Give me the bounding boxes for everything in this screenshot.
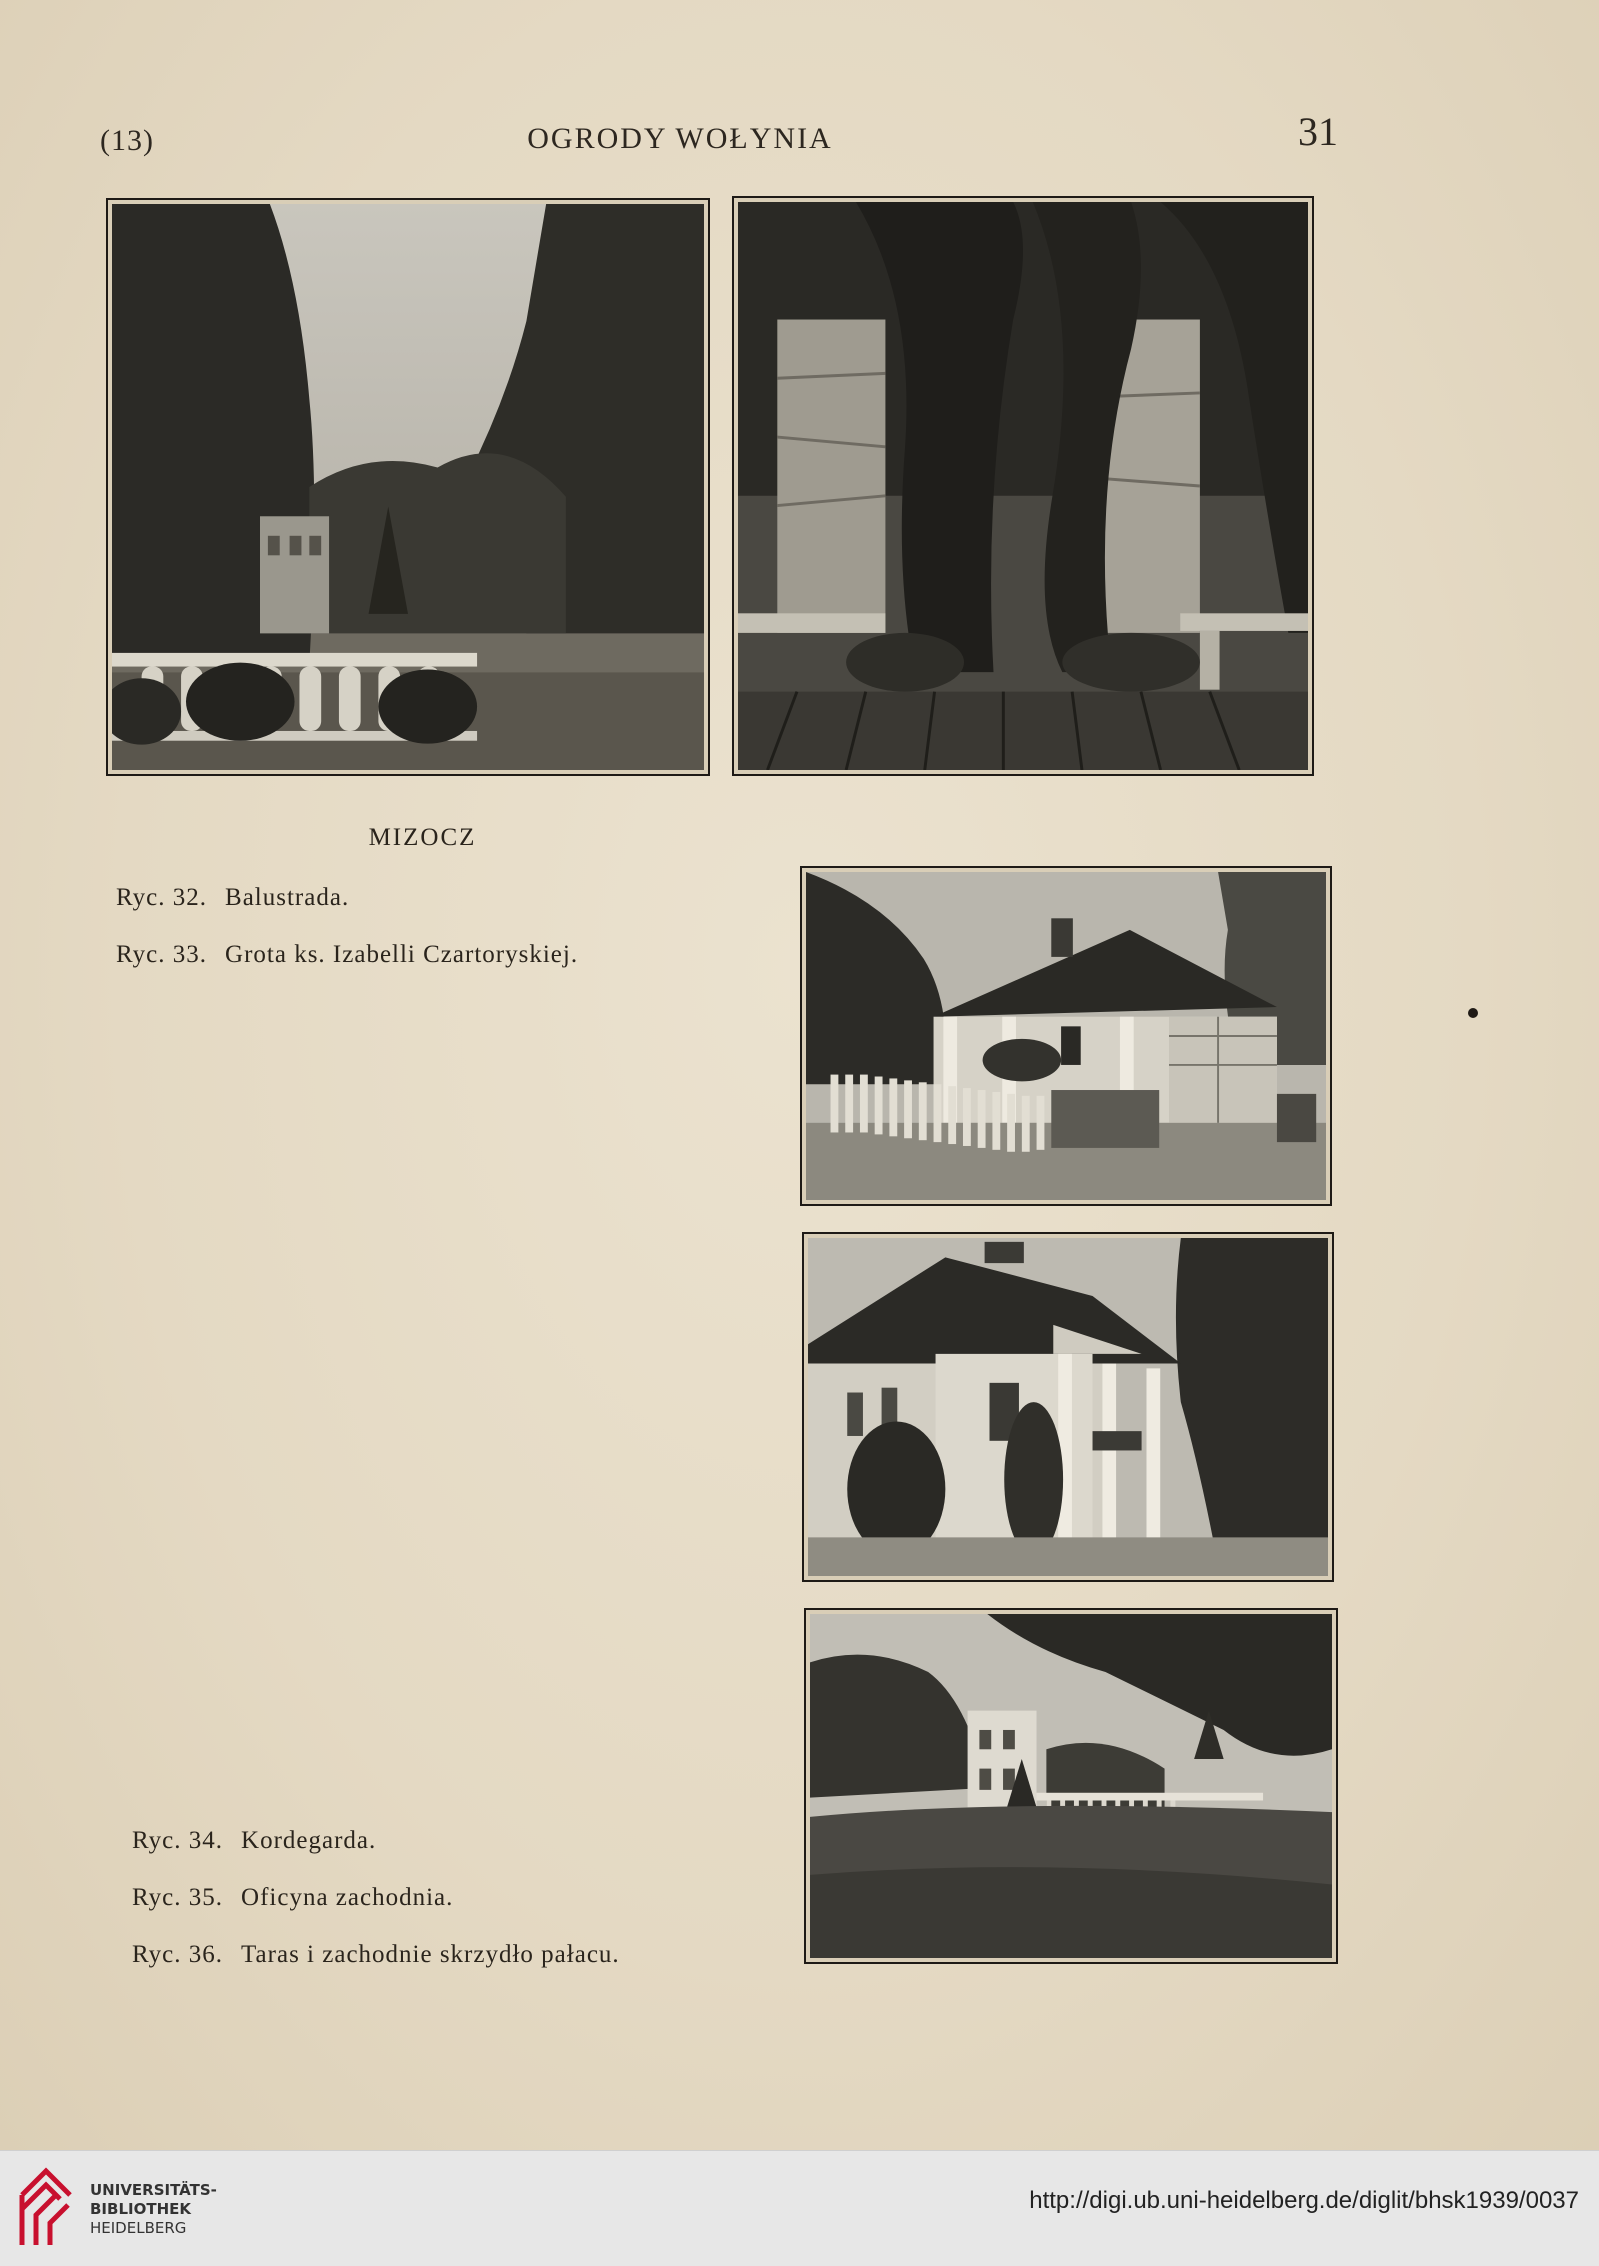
caption-fig-32 — [116, 884, 349, 912]
caption-fig-36 — [132, 1941, 620, 1969]
caption-fig-34 — [132, 1827, 376, 1855]
caption-number: Ryc. 36. — [132, 1941, 224, 1968]
ink-spot — [1468, 1008, 1478, 1018]
caption-fig-33 — [116, 941, 578, 969]
caption-number: Ryc. 35. — [132, 1884, 224, 1911]
page-number: 31 — [1298, 109, 1338, 154]
caption-number: Ryc. 34. — [132, 1827, 224, 1854]
digitization-footer — [0, 2150, 1599, 2266]
photo-kordegarda — [800, 866, 1332, 1206]
caption-text: Balustrada. — [225, 884, 350, 911]
caption-text: Grota ks. Izabelli Czartoryskiej. — [225, 941, 579, 968]
photo-balustrada — [106, 198, 710, 776]
ub-heidelberg-logo-icon — [16, 2165, 78, 2251]
caption-text: Taras i zachodnie skrzydło pałacu. — [241, 1941, 620, 1968]
library-name-line: HEIDELBERG — [90, 2219, 187, 2237]
photo-oficyna-zachodnia — [802, 1232, 1334, 1582]
caption-text: Oficyna zachodnia. — [241, 1884, 454, 1911]
caption-number: Ryc. 32. — [116, 884, 208, 911]
caption-number: Ryc. 33. — [116, 941, 208, 968]
library-name-line: UNIVERSITÄTS- — [90, 2181, 217, 2199]
section-title: MIZOCZ — [368, 824, 477, 851]
photo-grota — [732, 196, 1314, 776]
library-name — [90, 2181, 217, 2238]
caption-fig-35 — [132, 1884, 453, 1912]
running-title: OGRODY WOŁYNIA — [527, 122, 833, 155]
photo-taras-i-skrzydlo-palacu — [804, 1608, 1338, 1964]
permalink-url[interactable]: http://digi.ub.uni-heidelberg.de/diglit/bhsk1939/0037 — [1029, 2187, 1579, 2214]
library-name-line: BIBLIOTHEK — [90, 2200, 191, 2218]
caption-text: Kordegarda. — [241, 1827, 377, 1854]
chapter-marker: (13) — [100, 124, 154, 157]
